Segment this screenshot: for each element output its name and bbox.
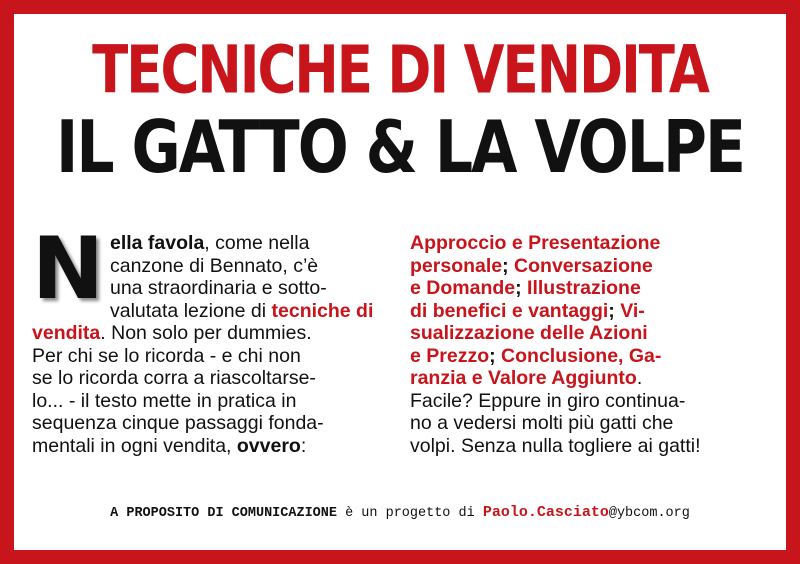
- bold-text: ovvero: [236, 434, 301, 457]
- project-name: A PROPOSITO DI COMUNICAZIONE: [110, 506, 337, 521]
- highlight-text: Conversazione: [514, 254, 653, 277]
- bold-text: ella favola: [109, 232, 205, 254]
- left-line-10: [32, 435, 386, 458]
- poster-card: [14, 14, 786, 550]
- left-line-7: se lo ricorda corra a riascoltarse-: [32, 367, 316, 389]
- body-text: .: [636, 367, 643, 389]
- body-text: valutata lezione di: [109, 299, 272, 322]
- footer-text: è un progetto di: [336, 506, 483, 521]
- highlight-text: Vi-: [620, 299, 645, 322]
- body-text: :: [300, 434, 307, 457]
- left-line-6: Per chi se lo ricorda - e chi non: [32, 344, 301, 367]
- title-line-2: IL GATTO & LA VOLPE: [56, 106, 744, 190]
- left-line-3: una straordinaria e sotto-: [109, 277, 327, 299]
- footer-credit: [14, 504, 786, 521]
- author-name: Paolo.Casciato: [482, 504, 609, 521]
- separator-text: ;: [515, 277, 528, 299]
- left-line-5: [32, 322, 386, 345]
- right-line-10: volpi. Senza nulla togliere ai gatti!: [410, 434, 701, 457]
- right-column: [410, 232, 770, 457]
- right-line-7: [410, 367, 770, 390]
- highlight-text: ranzia e Valore Aggiunto: [410, 367, 637, 389]
- title-line-1: TECNICHE DI VENDITA: [92, 32, 708, 109]
- dropcap-letter: N: [32, 219, 104, 319]
- highlight-text: e Prezzo: [410, 344, 490, 367]
- right-line-1: Approccio e Presentazione: [410, 232, 661, 254]
- separator-text: ;: [489, 344, 502, 367]
- separator-text: ;: [608, 299, 621, 322]
- right-line-4: [410, 300, 770, 323]
- separator-text: ;: [502, 254, 515, 277]
- highlight-text: vendita: [32, 322, 101, 344]
- left-line-2: canzone di Bennato, c’è: [109, 254, 319, 277]
- right-line-8: Facile? Eppure in giro continua-: [410, 389, 686, 412]
- right-line-3: [410, 277, 770, 300]
- highlight-text: e Domande: [410, 277, 516, 299]
- right-line-2: [410, 255, 770, 278]
- right-line-5: sualizzazione delle Azioni: [410, 322, 648, 344]
- highlight-text: di benefici e vantaggi: [410, 299, 609, 322]
- highlight-text: Illustrazione: [527, 277, 641, 299]
- highlight-text: Conclusione, Ga-: [501, 344, 662, 367]
- body-text: mentali in ogni vendita,: [32, 434, 237, 457]
- highlight-text: personale: [410, 254, 503, 277]
- left-column: [32, 219, 386, 457]
- body-text: , come nella: [204, 232, 310, 254]
- body-text: . Non solo per dummies.: [100, 322, 312, 344]
- right-line-9: no a vedersi molti più gatti che: [410, 412, 674, 434]
- highlight-text: tecniche di: [271, 299, 374, 322]
- left-line-9: sequenza cinque passaggi fonda-: [32, 412, 324, 434]
- author-domain: @ybcom.org: [608, 506, 690, 521]
- left-line-8: lo... - il testo mette in pratica in: [32, 389, 297, 412]
- right-line-6: [410, 345, 770, 368]
